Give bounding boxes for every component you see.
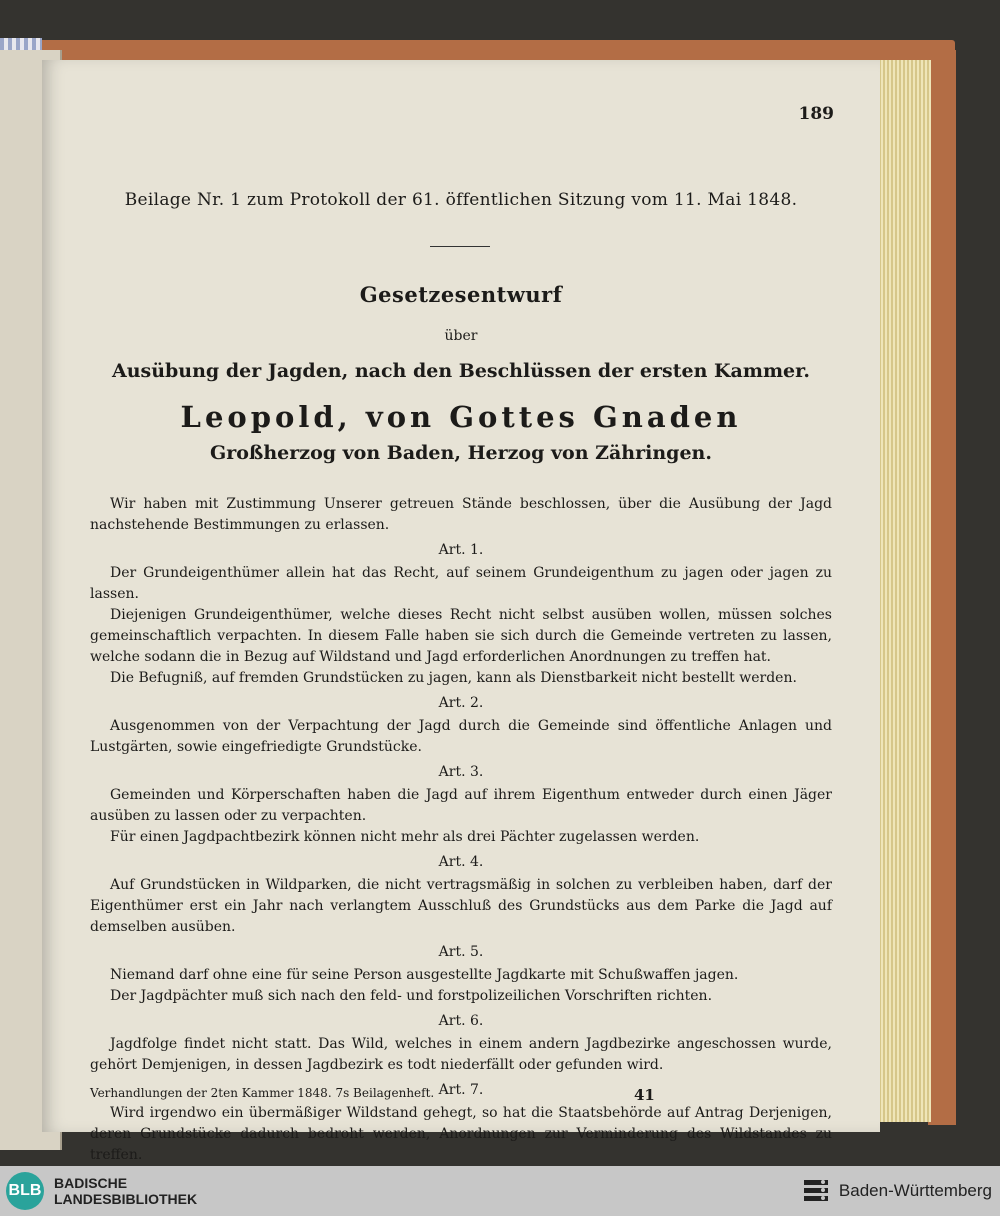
- article-paragraph: Ausgenommen von der Verpachtung der Jagd durch die Gemeinde sind öffentliche Anlagen und Lustgärten, sowie eingefriedigte Grundstücke.: [90, 718, 832, 755]
- library-name-line1: BADISCHE: [54, 1175, 128, 1191]
- library-name[interactable]: [54, 1175, 197, 1207]
- article-paragraph: Jagdfolge findet nicht statt. Das Wild, welches in einem andern Jagdbezirke angeschossen wurde, gehört Demjenigen, in dessen Jagdbezirk es todt niederfällt oder gefunden wird.: [90, 1036, 832, 1073]
- articles-list: [90, 540, 832, 1166]
- blb-logo-icon[interactable]: BLB: [6, 1172, 44, 1210]
- article-heading: Art. 3.: [438, 764, 484, 780]
- signature-mark: 41: [634, 1086, 655, 1104]
- law-text: [90, 494, 832, 1166]
- document-page: [42, 60, 880, 1163]
- article-heading: Art. 1.: [438, 542, 484, 558]
- state-brand[interactable]: [801, 1176, 992, 1206]
- article-paragraph: Der Jagdpächter muß sich nach den feld- und forstpolizeilichen Vorschriften richten.: [110, 988, 713, 1004]
- intro-paragraph: Wir haben mit Zustimmung Unserer getreuen Stände beschlossen, über die Ausübung der Jagd nachstehende Bestimmungen zu erlassen.: [90, 496, 832, 533]
- book-cover-right: [928, 50, 956, 1125]
- article-paragraph: Gemeinden und Körperschaften haben die Jagd auf ihrem Eigenthum entweder durch einen Jäger ausüben zu lassen oder zu verpachten.: [90, 787, 832, 824]
- article-paragraph: Die Befugniß, auf fremden Grundstücken zu jagen, kann als Dienstbarkeit nicht bestellt werden.: [110, 670, 797, 686]
- document-title: Gesetzesentwurf: [359, 282, 563, 307]
- article-paragraph: Diejenigen Grundeigenthümer, welche dieses Recht nicht selbst ausüben wollen, müssen solches gemeinschaftlich verpachten. In diesem Falle haben sie sich durch die Gemeinde vertreten zu lassen, welche sodann die in Bezug auf Wildstand und Jagd erforderlichen Anordnungen zu treffen hat.: [90, 607, 832, 665]
- beilage-heading: Beilage Nr. 1 zum Protokoll der 61. öffentlichen Sitzung vom 11. Mai 1848.: [124, 190, 798, 210]
- title-connector: über: [444, 328, 478, 344]
- page-footer: Verhandlungen der 2ten Kammer 1848. 7s Beilagenheft.: [90, 1086, 435, 1100]
- article-paragraph: Für einen Jagdpachtbezirk können nicht mehr als drei Pächter zugelassen werden.: [110, 829, 700, 845]
- article-paragraph: Wird irgendwo ein übermäßiger Wildstand gehegt, so hat die Staatsbehörde auf Antrag Derjenigen, deren Grundstücke dadurch bedroht werden, Anordnungen zur Verminderung des Wildstandes zu treffen.: [90, 1105, 832, 1163]
- library-name-line2: LANDESBIBLIOTHEK: [54, 1191, 198, 1207]
- document-subtitle: Ausübung der Jagden, nach den Beschlüssen der ersten Kammer.: [111, 360, 811, 382]
- page-number: 189: [798, 104, 834, 124]
- article-paragraph: Auf Grundstücken in Wildparken, die nicht vertragsmäßig in solchen zu verbleiben haben, darf der Eigenthümer erst ein Jahr nach verlangtem Ausschluß des Grundstücks aus dem Parke die Jagd auf demselben ausüben.: [90, 877, 832, 935]
- article-heading: Art. 5.: [438, 944, 484, 960]
- bottom-banner: [0, 1166, 1000, 1216]
- state-name: Baden-Württemberg: [838, 1181, 992, 1200]
- article-paragraph: Der Grundeigenthümer allein hat das Recht, auf seinem Grundeigenthum zu jagen oder jagen zu lassen.: [90, 565, 832, 602]
- sovereign-name: Leopold, von Gottes Gnaden: [180, 400, 742, 434]
- book-cover-top: [20, 40, 955, 60]
- article-paragraph: Niemand darf ohne eine für seine Person ausgestellte Jagdkarte mit Schußwaffen jagen.: [110, 967, 739, 983]
- page-edges: [878, 60, 931, 1122]
- divider-rule: [430, 246, 490, 247]
- article-heading: Art. 2.: [438, 695, 484, 711]
- lions-coat-of-arms-icon: [801, 1176, 831, 1206]
- sovereign-title: Großherzog von Baden, Herzog von Zähringen.: [210, 442, 712, 464]
- article-heading: Art. 7.: [438, 1082, 484, 1098]
- article-heading: Art. 4.: [438, 854, 484, 870]
- article-heading: Art. 6.: [438, 1013, 484, 1029]
